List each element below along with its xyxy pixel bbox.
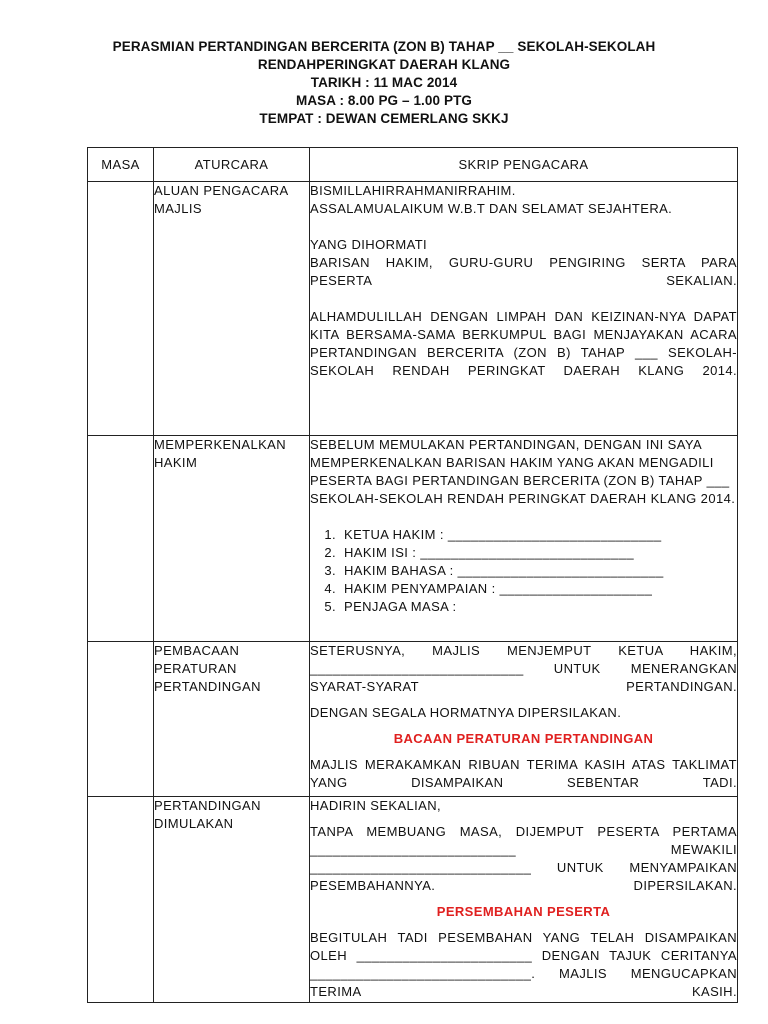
script-line: BISMILLAHIRRAHMANIRRAHIM. bbox=[310, 183, 516, 198]
cell-aturcara: PERTANDINGAN DIMULAKAN bbox=[154, 797, 310, 1003]
cell-masa bbox=[88, 436, 154, 642]
table-row bbox=[88, 642, 738, 797]
list-item: 1. KETUA HAKIM : ____________________________ bbox=[340, 526, 737, 544]
script-paragraph: BARISAN HAKIM, GURU-GURU PENGIRING SERTA PARA PESERTA SEKALIAN. bbox=[310, 255, 737, 288]
list-item: 2. HAKIM ISI : ____________________________ bbox=[340, 544, 737, 562]
cell-skrip bbox=[310, 797, 738, 1003]
document-header bbox=[0, 38, 768, 128]
table-row bbox=[88, 182, 738, 436]
cell-aturcara: ALUAN PENGACARA MAJLIS bbox=[154, 182, 310, 436]
column-header-skrip: SKRIP PENGACARA bbox=[310, 148, 738, 182]
cell-masa bbox=[88, 797, 154, 1003]
cell-masa bbox=[88, 182, 154, 436]
list-item: 4. HAKIM PENYAMPAIAN : ____________________ bbox=[340, 580, 737, 598]
script-paragraph: TANPA MEMBUANG MASA, DIJEMPUT PESERTA PERTAMA ___________________________ MEWAKILI _____________________________ UNTUK MENYAMPAIKAN PESEMBAHANNYA. DIPERSILAKAN. bbox=[310, 824, 737, 893]
script-line: DENGAN SEGALA HORMATNYA DIPERSILAKAN. bbox=[310, 705, 622, 720]
cell-masa bbox=[88, 642, 154, 797]
header-title-line2: RENDAHPERINGKAT DAERAH KLANG bbox=[257, 57, 511, 72]
script-line: HADIRIN SEKALIAN, bbox=[310, 798, 442, 813]
script-line: YANG DIHORMATI bbox=[310, 237, 428, 252]
header-time: MASA : 8.00 PG – 1.00 PTG bbox=[295, 93, 473, 108]
script-paragraph: MAJLIS MERAKAMKAN RIBUAN TERIMA KASIH ATAS TAKLIMAT YANG DISAMPAIKAN SEBENTAR TADI. bbox=[310, 757, 737, 790]
cell-aturcara: MEMPERKENALKAN HAKIM bbox=[154, 436, 310, 642]
cell-skrip bbox=[310, 182, 738, 436]
list-item: 3. HAKIM BAHASA : ___________________________ bbox=[340, 562, 737, 580]
script-paragraph: ALHAMDULILLAH DENGAN LIMPAH DAN KEIZINAN-NYA DAPAT KITA BERSAMA-SAMA BERKUMPUL BAGI MENJAYAKAN ACARA PERTANDINGAN BERCERITA (ZON B) TAHAP ___ SEKOLAH-SEKOLAH RENDAH PERINGKAT DAERAH KLANG 2014. bbox=[310, 309, 737, 378]
stage-cue: PERSEMBAHAN PESERTA bbox=[436, 904, 611, 919]
stage-cue: BACAAN PERATURAN PERTANDINGAN bbox=[393, 731, 654, 746]
cell-skrip bbox=[310, 436, 738, 642]
script-line: ASSALAMUALAIKUM W.B.T DAN SELAMAT SEJAHTERA. bbox=[310, 201, 673, 216]
column-header-aturcara: ATURCARA bbox=[154, 148, 310, 182]
program-table bbox=[87, 147, 738, 1003]
table-header-row bbox=[88, 148, 738, 182]
column-header-masa: MASA bbox=[88, 148, 154, 182]
judges-list bbox=[310, 526, 737, 616]
cell-skrip bbox=[310, 642, 738, 797]
list-item: 5. PENJAGA MASA : bbox=[340, 598, 737, 616]
header-venue: TEMPAT : DEWAN CEMERLANG SKKJ bbox=[259, 111, 509, 126]
header-title-line1: PERASMIAN PERTANDINGAN BERCERITA (ZON B) TAHAP __ SEKOLAH-SEKOLAH bbox=[112, 39, 656, 54]
table-row bbox=[88, 797, 738, 1003]
header-date: TARIKH : 11 MAC 2014 bbox=[310, 75, 458, 90]
table-row bbox=[88, 436, 738, 642]
cell-aturcara: PEMBACAAN PERATURAN PERTANDINGAN bbox=[154, 642, 310, 797]
script-paragraph: SETERUSNYA, MAJLIS MENJEMPUT KETUA HAKIM, ____________________________ UNTUK MENERANGKAN SYARAT-SYARAT PERTANDINGAN. bbox=[310, 643, 737, 694]
script-paragraph: SEBELUM MEMULAKAN PERTANDINGAN, DENGAN INI SAYA MEMPERKENALKAN BARISAN HAKIM YANG AKAN MENGADILI PESERTA BAGI PERTANDINGAN BERCERITA (ZON B) TAHAP ___ SEKOLAH-SEKOLAH RENDAH PERINGKAT DAERAH KLANG 2014. bbox=[310, 437, 736, 506]
script-paragraph: BEGITULAH TADI PESEMBAHAN YANG TELAH DISAMPAIKAN OLEH _______________________ DENGAN TAJUK CERITANYA _____________________________. MAJLIS MENGUCAPKAN TERIMA KASIH. bbox=[310, 930, 737, 999]
